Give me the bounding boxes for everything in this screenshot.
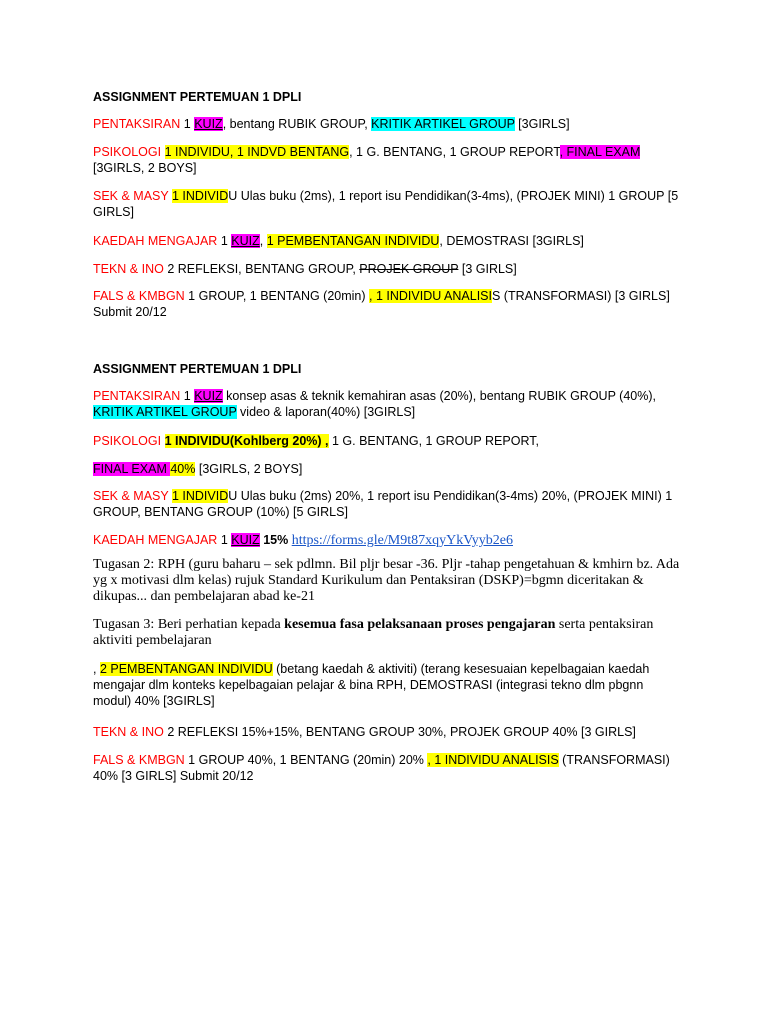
text-line-fals-kmbgn-2 [93, 752, 683, 784]
text-line-tugasan-3 [93, 617, 683, 649]
text-run-2: KUIZ [194, 389, 223, 403]
text-run-5: video & laporan(40%) [3GIRLS] [236, 405, 416, 419]
text-run-0: TEKN & INO [93, 725, 164, 739]
text-run-5: [3GIRLS] [514, 117, 570, 131]
text-run-0: FALS & KMBGN [93, 289, 185, 303]
text-run-3: , 1 G. BENTANG, 1 GROUP REPORT [349, 145, 560, 159]
text-line-kaedah-2 [93, 532, 513, 549]
text-run-2: KUIZ [194, 117, 223, 131]
text-run-0: TEKN & INO [93, 262, 164, 276]
text-line-section-1-title [93, 89, 301, 105]
text-run-0: ASSIGNMENT PERTEMUAN 1 DPLI [93, 90, 302, 104]
text-run-5: [3GIRLS, 2 BOYS] [93, 161, 197, 175]
text-run-0: ASSIGNMENT PERTEMUAN 1 DPLI [93, 362, 302, 376]
text-line-pentaksiran-1 [93, 116, 570, 132]
text-run-0: SEK & MASY [93, 189, 169, 203]
text-run-2: 1 INDIVID [171, 489, 229, 503]
text-line-psikologi-2 [93, 433, 539, 449]
text-run-1: 2 REFLEKSI 15%+15%, BENTANG GROUP 30%, PROJEK GROUP 40% [3 GIRLS] [163, 725, 636, 739]
text-line-tugasan-2 [93, 557, 683, 605]
text-run-4: 1 PEMBENTANGAN INDIVIDU [266, 234, 440, 248]
text-run-2: , 1 INDIVIDU ANALISIS [427, 753, 559, 767]
text-run-0: PSIKOLOGI [93, 434, 162, 448]
text-run-2: KUIZ [231, 533, 260, 547]
text-line-kaedah-1 [93, 233, 584, 249]
text-run-1: 1 GROUP 40%, 1 BENTANG (20min) 20% [184, 753, 428, 767]
text-run-0: SEK & MASY [93, 489, 169, 503]
text-line-tekn-ino-1 [93, 261, 517, 277]
text-run-2: KUIZ [231, 234, 260, 248]
text-line-pembentangan-2 [93, 661, 683, 709]
text-line-section-2-title [93, 361, 301, 377]
text-run-1: 1 [180, 117, 195, 131]
text-line-sek-masy-2 [93, 488, 683, 520]
text-run-1: 2 REFLEKSI, BENTANG GROUP, [163, 262, 360, 276]
text-run-0: KAEDAH MENGAJAR [93, 234, 218, 248]
text-run-1: kesemua fasa pelaksanaan proses pengajaran [284, 617, 556, 632]
text-run-2: serta pentaksiran aktiviti pembelajaran [93, 617, 654, 648]
text-run-1: 1 [180, 389, 195, 403]
text-line-psikologi-1 [93, 144, 683, 176]
text-run-3: , [259, 234, 267, 248]
text-run-0: PSIKOLOGI [93, 145, 162, 159]
text-line-pentaksiran-2 [93, 388, 683, 420]
text-run-1: 1 [217, 234, 232, 248]
text-run-0: KAEDAH MENGAJAR [93, 533, 218, 547]
text-run-4: , FINAL EXAM [559, 145, 641, 159]
text-run-3: 1 G. BENTANG, 1 GROUP REPORT, [328, 434, 539, 448]
text-line-sek-masy-1 [93, 188, 683, 220]
text-run-2: (betang kaedah & aktiviti) (terang kesesuaian kepelbagaian kaedah mengajar dlm konteks kepelbagaian pelajar & bina RPH, DEMOSTRASI (integrasi tekno dlm pbgnn modul) 40% [3GIRLS] [93, 662, 650, 708]
text-run-5: , DEMOSTRASI [3GIRLS] [439, 234, 584, 248]
text-run-0: Tugasan 2: RPH (guru baharu – sek pdlmn. Bil pljr besar -36. Pljr -tahap pengetahuan & kmhirn bz. Ada yg x motivasi dlm kelas) rujuk Standard Kurikulum dan Pentaksiran (DSKP)=bgmn diceritakan & dikupas... dan pembelajaran abad ke-21 [93, 557, 680, 604]
text-run-0: PENTAKSIRAN [93, 389, 181, 403]
text-run-0: PENTAKSIRAN [93, 117, 181, 131]
forms-link[interactable]: https://forms.gle/M9t87xqyYkVyyb2e6 [291, 533, 513, 548]
text-line-fals-kmbgn-1 [93, 288, 683, 320]
text-run-1: 40% [170, 462, 196, 476]
text-run-1: 1 GROUP, 1 BENTANG (20min) [184, 289, 370, 303]
text-line-tekn-ino-2 [93, 724, 636, 740]
text-run-1: 1 [217, 533, 232, 547]
text-run-2: 1 INDIVID [171, 189, 229, 203]
text-run-1: 2 PEMBENTANGAN INDIVIDU [99, 662, 273, 676]
text-run-2: [3GIRLS, 2 BOYS] [195, 462, 303, 476]
text-run-3: 15% [259, 533, 292, 547]
text-run-3: (TRANSFORMASI) 40% [3 GIRLS] Submit 20/12 [93, 753, 670, 783]
text-run-3: konsep asas & teknik kemahiran asas (20%), bentang RUBIK GROUP (40%), [222, 389, 656, 403]
text-run-0: , [93, 662, 100, 676]
text-run-3: U Ulas buku (2ms) 20%, 1 report isu Pendidikan(3-4ms) 20%, (PROJEK MINI) 1 GROUP, BENTANG GROUP (10%) [5 GIRLS] [93, 489, 673, 519]
text-run-4: KRITIK ARTIKEL GROUP [371, 117, 515, 131]
text-line-final-exam-2 [93, 461, 302, 477]
text-run-2: PROJEK GROUP [359, 262, 459, 276]
text-run-0: FINAL EXAM [93, 462, 171, 476]
text-run-3: S (TRANSFORMASI) [3 GIRLS] Submit 20/12 [93, 289, 670, 319]
text-run-0: Tugasan 3: Beri perhatian kepada [93, 617, 285, 632]
text-run-3: , bentang RUBIK GROUP, [222, 117, 372, 131]
text-run-4: KRITIK ARTIKEL GROUP [93, 405, 237, 419]
text-run-2: , 1 INDIVIDU ANALISI [369, 289, 492, 303]
text-run-2: 1 INDIVIDU(Kohlberg 20%) , [164, 434, 329, 448]
text-run-0: FALS & KMBGN [93, 753, 185, 767]
text-run-3: [3 GIRLS] [458, 262, 517, 276]
text-run-3: U Ulas buku (2ms), 1 report isu Pendidikan(3-4ms), (PROJEK MINI) 1 GROUP [5 GIRLS] [93, 189, 679, 219]
text-run-2: 1 INDIVIDU, 1 INDVD BENTANG [164, 145, 350, 159]
